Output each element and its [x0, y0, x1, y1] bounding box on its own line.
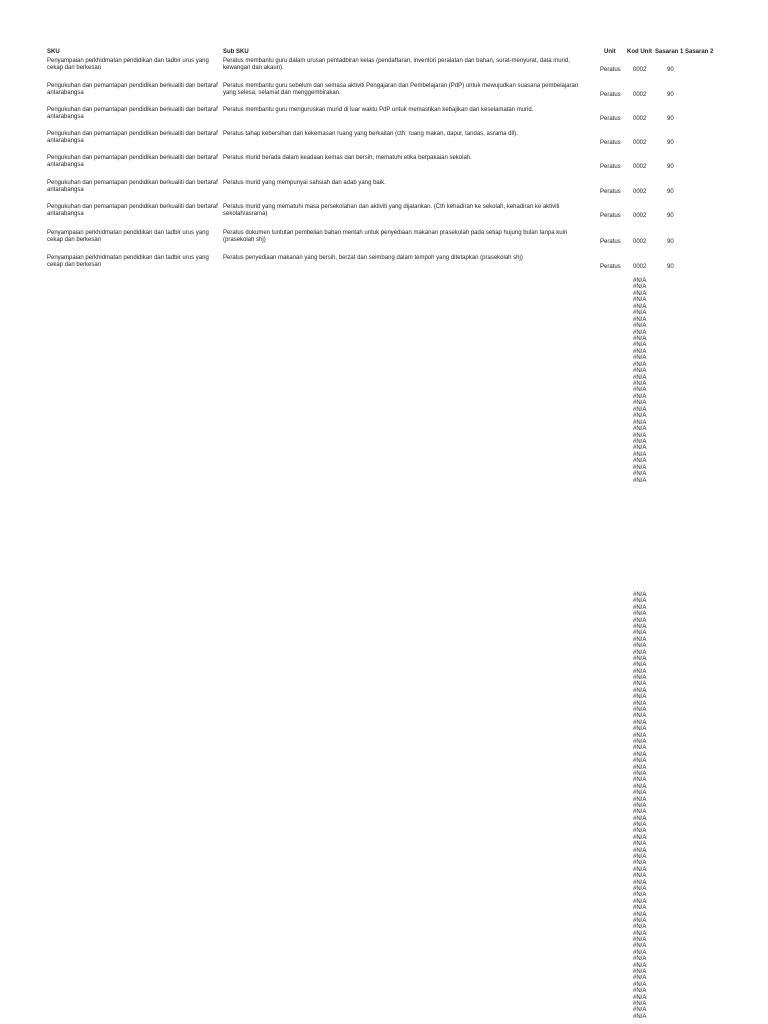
table-row — [0, 180, 768, 204]
na-cell: #N/A — [633, 700, 647, 707]
na-cell: #N/A — [633, 290, 647, 297]
na-cell: #N/A — [633, 445, 647, 452]
na-cell: #N/A — [633, 809, 647, 816]
cell-sasaran-1: 90 — [667, 213, 674, 219]
na-cell: #N/A — [633, 419, 647, 426]
na-cell: #N/A — [633, 790, 647, 797]
na-cell: #N/A — [633, 636, 647, 643]
na-cell: #N/A — [633, 381, 647, 387]
na-cell: #N/A — [633, 355, 647, 362]
na-cell: #N/A — [633, 924, 647, 931]
na-cell: #N/A — [633, 393, 647, 400]
na-cell: #N/A — [633, 464, 647, 471]
na-cell: #N/A — [633, 655, 647, 662]
cell-sasaran-1: 90 — [667, 140, 674, 146]
na-cell: #N/A — [633, 777, 647, 784]
na-cell: #N/A — [633, 592, 647, 598]
cell-sub-sku: Peratus murid yang mematuhi masa persekolahan dan aktiviti yang dijalankan. (Cth kehadiran ke sekolah, kehadiran ke aktiviti sekolah/asrama) — [223, 204, 560, 217]
na-cell: #N/A — [633, 623, 647, 630]
table-row — [0, 131, 768, 155]
na-cell: #N/A — [633, 905, 647, 912]
table-row — [0, 255, 768, 279]
na-cell: #N/A — [633, 860, 647, 867]
header-unit: Unit — [604, 49, 616, 55]
cell-sku: Pengukuhan dan pemantapan pendidikan berkualiti dan bertaraf antarabangsa — [47, 155, 218, 168]
na-cell: #N/A — [633, 297, 647, 304]
na-cell: #N/A — [633, 471, 647, 478]
na-cell: #N/A — [633, 630, 647, 637]
na-cell: #N/A — [633, 368, 647, 375]
na-cell: #N/A — [633, 649, 647, 656]
na-cell: #N/A — [633, 458, 647, 465]
cell-sku: Penyampaian perkhidmatan pendidikan dan tadbir urus yang cekap dan berkesan — [47, 58, 209, 71]
na-cell: #N/A — [633, 406, 647, 413]
na-cell: #N/A — [633, 770, 647, 777]
na-cell: #N/A — [633, 348, 647, 355]
header-kod-unit: Kod Unit — [627, 49, 652, 55]
cell-sku: Pengukuhan dan pemantapan pendidikan berkualiti dan bertaraf antarabangsa — [47, 107, 218, 120]
na-cell: #N/A — [633, 847, 647, 854]
header-sasaran-1: Sasaran 1 — [655, 49, 684, 55]
na-cell: #N/A — [633, 732, 647, 739]
na-cell: #N/A — [633, 675, 647, 682]
cell-kod-unit: 0002 — [633, 264, 647, 270]
cell-sub-sku: Peratus dokumen tuntutan pembelian bahan mentah untuk penyediaan makanan prasekolah pada setiap hujung bulan tanpa kuiri (prasekolah shj) — [223, 230, 568, 243]
na-cell: #N/A — [633, 681, 647, 688]
na-cell: #N/A — [633, 374, 647, 381]
na-cell: #N/A — [633, 451, 647, 458]
na-cell: #N/A — [633, 758, 647, 765]
cell-unit: Peratus — [600, 92, 621, 98]
na-cell: #N/A — [633, 841, 647, 848]
na-cell: #N/A — [633, 738, 647, 745]
na-cell: #N/A — [633, 854, 647, 861]
table-row — [0, 107, 768, 131]
na-cell: #N/A — [633, 643, 647, 650]
na-cell: #N/A — [633, 796, 647, 803]
cell-unit: Peratus — [600, 67, 621, 73]
na-cell: #N/A — [633, 303, 647, 310]
table-row — [0, 204, 768, 228]
na-cell: #N/A — [633, 1001, 647, 1007]
na-cell: #N/A — [633, 432, 647, 439]
na-cell: #N/A — [633, 617, 647, 624]
table-row — [0, 230, 768, 254]
na-cell: #N/A — [633, 400, 647, 407]
na-cell: #N/A — [633, 316, 647, 323]
cell-sku: Pengukuhan dan pemantapan pendidikan berkualiti dan bertaraf antarabangsa — [47, 204, 218, 217]
cell-sku: Pengukuhan dan pemantapan pendidikan berkualiti dan bertaraf antarabangsa — [47, 83, 218, 96]
na-cell: #N/A — [633, 988, 647, 995]
na-cell: #N/A — [633, 1013, 647, 1020]
na-cell: #N/A — [633, 962, 647, 969]
na-cell: #N/A — [633, 604, 647, 611]
na-cell: #N/A — [633, 949, 647, 956]
cell-kod-unit: 0002 — [633, 140, 647, 146]
cell-sku: Penyampaian perkhidmatan pendidikan dan tadbir urus yang cekap dan berkesan — [47, 255, 209, 268]
na-cell: #N/A — [633, 802, 647, 809]
cell-sub-sku: Peratus murid yang mempunyai sahsiah dan adab yang baik. — [223, 180, 386, 186]
na-cell: #N/A — [633, 598, 647, 605]
cell-unit: Peratus — [600, 164, 621, 170]
cell-sub-sku: Peratus membantu guru sebelum dan semasa aktiviti Pengajaran dan Pembelajaran (PdP) untuk mewujudkan suasana pembelajaran yang selesa, selamat dan menggembirakan. — [223, 83, 579, 96]
na-cell: #N/A — [633, 898, 647, 905]
na-cell: #N/A — [633, 662, 647, 669]
na-cell: #N/A — [633, 387, 647, 394]
cell-sasaran-1: 90 — [667, 164, 674, 170]
cell-kod-unit: 0002 — [633, 189, 647, 195]
na-cell: #N/A — [633, 323, 647, 330]
na-cell: #N/A — [633, 885, 647, 892]
cell-unit: Peratus — [600, 264, 621, 270]
header-sku: SKU — [47, 49, 60, 55]
cell-unit: Peratus — [600, 189, 621, 195]
na-cell: #N/A — [633, 342, 647, 349]
na-cell: #N/A — [633, 937, 647, 944]
table-row — [0, 155, 768, 179]
na-cell: #N/A — [633, 834, 647, 841]
header-row — [0, 49, 768, 57]
cell-kod-unit: 0002 — [633, 116, 647, 122]
na-cell: #N/A — [633, 930, 647, 937]
cell-kod-unit: 0002 — [633, 92, 647, 98]
cell-sku: Pengukuhan dan pemantapan pendidikan berkualiti dan bertaraf antarabangsa — [47, 180, 218, 193]
na-cell: #N/A — [633, 329, 647, 336]
na-cell: #N/A — [633, 975, 647, 982]
header-sasaran-2: Sasaran 2 — [685, 49, 714, 55]
na-cell: #N/A — [633, 713, 647, 720]
cell-sasaran-1: 90 — [667, 92, 674, 98]
na-cell: #N/A — [633, 687, 647, 694]
na-cell: #N/A — [633, 943, 647, 950]
table-row — [0, 58, 768, 82]
cell-sub-sku: Peratus membantu guru dalam urusan pentadbiran kelas (pendaftaran, inventori peralatan dan bahan, surat-menyurat, data murid, kewangan dan akaun). — [223, 58, 570, 71]
cell-sasaran-1: 90 — [667, 116, 674, 122]
na-cell: #N/A — [633, 764, 647, 771]
na-cell: #N/A — [633, 822, 647, 829]
na-cell: #N/A — [633, 707, 647, 714]
na-cell: #N/A — [633, 917, 647, 924]
na-cell: #N/A — [633, 284, 647, 291]
cell-unit: Peratus — [600, 213, 621, 219]
na-cell: #N/A — [633, 668, 647, 675]
cell-sasaran-1: 90 — [667, 239, 674, 245]
na-cell: #N/A — [633, 611, 647, 618]
na-values-column-upper — [633, 278, 663, 484]
cell-sku: Pengukuhan dan pemantapan pendidikan berkualiti dan bertaraf antarabangsa — [47, 131, 218, 144]
cell-unit: Peratus — [600, 140, 621, 146]
na-cell: #N/A — [633, 866, 647, 873]
cell-kod-unit: 0002 — [633, 213, 647, 219]
na-values-column-lower — [633, 592, 663, 1020]
cell-sub-sku: Peratus penyediaan makanan yang bersih, berzat dan seimbang dalam tempoh yang ditetapkan (prasekolah shj) — [223, 255, 523, 261]
na-cell: #N/A — [633, 956, 647, 963]
na-cell: #N/A — [633, 783, 647, 790]
na-cell: #N/A — [633, 413, 647, 420]
na-cell: #N/A — [633, 426, 647, 433]
na-cell: #N/A — [633, 879, 647, 886]
cell-sub-sku: Peratus murid berada dalam keadaan kemas dan bersih, mematuhi etika berpakaian sekolah. — [223, 155, 472, 161]
cell-sub-sku: Peratus membantu guru menguruskan murid di luar waktu PdP untuk memastikan kebajikan dan keselamatan murid. — [223, 107, 534, 113]
cell-unit: Peratus — [600, 116, 621, 122]
cell-sku: Penyampaian perkhidmatan pendidikan dan tadbir urus yang cekap dan berkesan — [47, 230, 209, 243]
na-cell: #N/A — [633, 438, 647, 445]
na-cell: #N/A — [633, 477, 647, 484]
table-row — [0, 83, 768, 107]
cell-kod-unit: 0002 — [633, 239, 647, 245]
cell-kod-unit: 0002 — [633, 67, 647, 73]
na-cell: #N/A — [633, 828, 647, 835]
na-cell: #N/A — [633, 726, 647, 733]
na-cell: #N/A — [633, 335, 647, 342]
cell-unit: Peratus — [600, 239, 621, 245]
na-cell: #N/A — [633, 873, 647, 880]
na-cell: #N/A — [633, 745, 647, 752]
na-cell: #N/A — [633, 892, 647, 899]
cell-kod-unit: 0002 — [633, 164, 647, 170]
na-cell: #N/A — [633, 310, 647, 317]
header-sub-sku: Sub SKU — [223, 49, 249, 55]
na-cell: #N/A — [633, 361, 647, 368]
cell-sasaran-1: 90 — [667, 189, 674, 195]
na-cell: #N/A — [633, 751, 647, 758]
na-cell: #N/A — [633, 815, 647, 822]
na-cell: #N/A — [633, 981, 647, 988]
na-cell: #N/A — [633, 1007, 647, 1014]
cell-sasaran-1: 90 — [667, 264, 674, 270]
na-cell: #N/A — [633, 969, 647, 976]
na-cell: #N/A — [633, 994, 647, 1001]
cell-sub-sku: Peratus tahap kebersihan dan kekemasan ruang yang berkaitan (cth: ruang makan, dapur, tandas, asrama dll). — [223, 131, 518, 137]
na-cell: #N/A — [633, 911, 647, 918]
na-cell: #N/A — [633, 719, 647, 726]
na-cell: #N/A — [633, 278, 647, 284]
na-cell: #N/A — [633, 694, 647, 701]
cell-sasaran-1: 90 — [667, 67, 674, 73]
